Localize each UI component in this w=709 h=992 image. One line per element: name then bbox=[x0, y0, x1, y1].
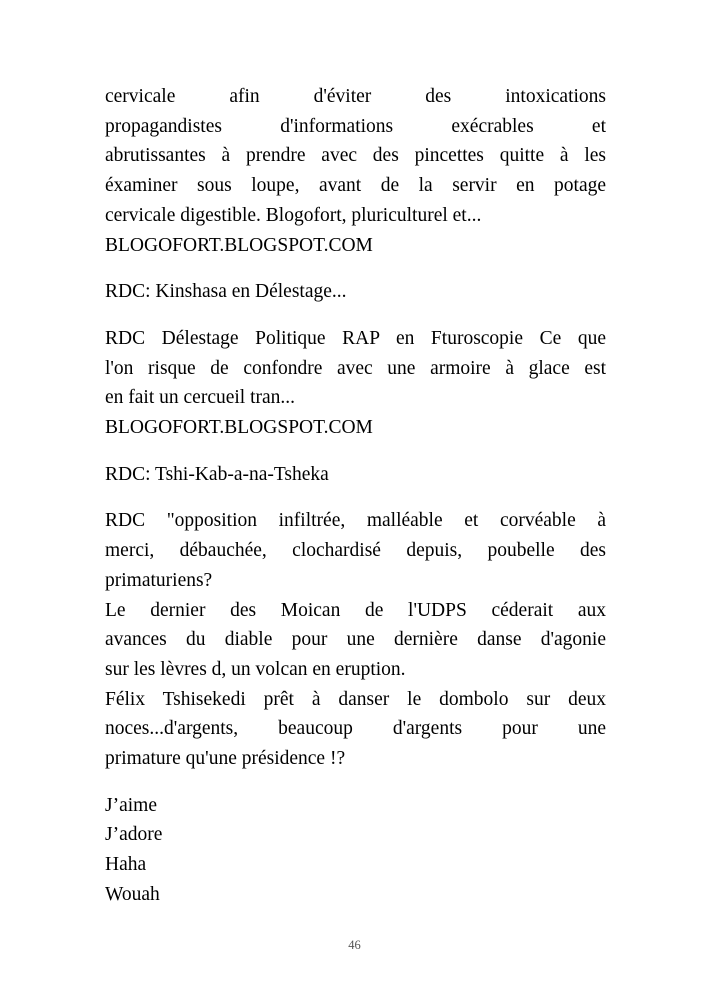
post-excerpt-3 bbox=[105, 506, 606, 773]
blog-source-text: BLOGOFORT.BLOGSPOT.COM bbox=[105, 417, 373, 439]
paragraph-line: l'on risque de confondre avec une armoire à glace est bbox=[105, 357, 606, 379]
blog-source-text: BLOGOFORT.BLOGSPOT.COM bbox=[105, 234, 373, 256]
reactions-list bbox=[105, 791, 606, 910]
heading-line: RDC: Tshi-Kab-a-na-Tsheka bbox=[105, 463, 329, 485]
paragraph-line: sur les lèvres d, un volcan en eruption. bbox=[105, 658, 406, 680]
paragraph-line: RDC "opposition infiltrée, malléable et corvéable à bbox=[105, 510, 606, 532]
reaction-haha: Haha bbox=[105, 854, 147, 876]
heading-tshi-kab bbox=[105, 460, 606, 490]
reaction-wow: Wouah bbox=[105, 883, 160, 905]
paragraph-line: primature qu'une présidence !? bbox=[105, 748, 346, 770]
paragraph-line: noces...d'argents, beaucoup d'argents pour une bbox=[105, 718, 606, 740]
paragraph-line: Félix Tshisekedi prêt à danser le dombolo sur deux bbox=[105, 688, 606, 710]
paragraph-line: en fait un cercueil tran... bbox=[105, 387, 296, 409]
heading-kinshasa-delestage bbox=[105, 277, 606, 307]
text-block bbox=[105, 82, 606, 910]
paragraph-line: abrutissantes à prendre avec des pincettes quitte à les bbox=[105, 145, 606, 167]
paragraph-line: RDC Délestage Politique RAP en Fturoscopie Ce que bbox=[105, 327, 606, 349]
paragraph-line: primaturiens? bbox=[105, 569, 213, 591]
paragraph-line: éxaminer sous loupe, avant de la servir en potage bbox=[105, 175, 606, 197]
paragraph-line: Le dernier des Moican de l'UDPS céderait aux bbox=[105, 599, 606, 621]
post-excerpt-1 bbox=[105, 82, 606, 260]
reaction-love: J’adore bbox=[105, 824, 163, 846]
post-excerpt-2 bbox=[105, 324, 606, 443]
paragraph-line: cervicale digestible. Blogofort, pluriculturel et... bbox=[105, 204, 482, 226]
heading-line: RDC: Kinshasa en Délestage... bbox=[105, 281, 347, 303]
paragraph-line: propagandistes d'informations exécrables et bbox=[105, 115, 606, 137]
paragraph-line: cervicale afin d'éviter des intoxications bbox=[105, 86, 606, 107]
page-number: 46 bbox=[348, 938, 361, 952]
reaction-like: J’aime bbox=[105, 794, 157, 816]
paragraph-line: merci, débauchée, clochardisé depuis, poubelle des bbox=[105, 540, 606, 562]
paragraph-line: avances du diable pour une dernière danse d'agonie bbox=[105, 629, 606, 651]
